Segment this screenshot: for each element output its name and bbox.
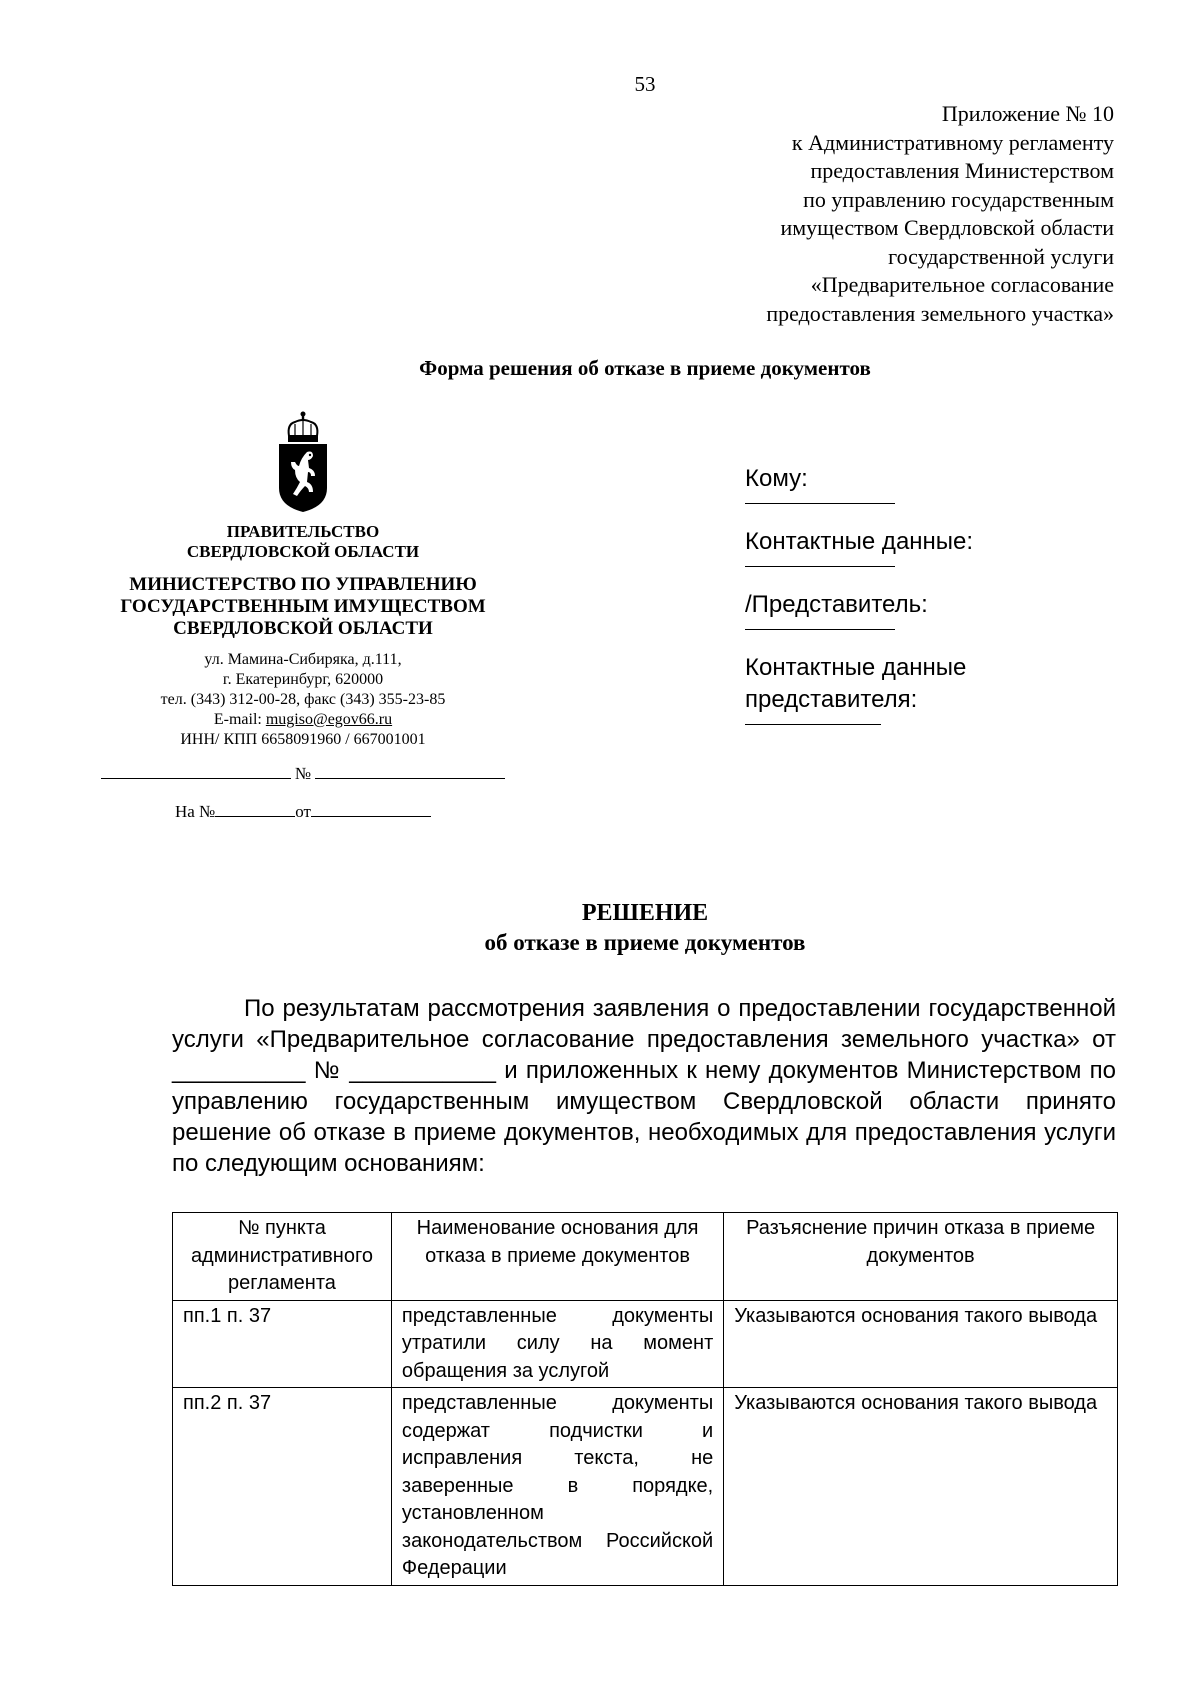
representative-contacts-label-2: представителя: xyxy=(745,686,918,713)
table-header-row xyxy=(173,1213,1118,1301)
decision-subtitle: об отказе в приеме документов xyxy=(484,930,806,955)
coat-of-arms-icon xyxy=(275,410,331,514)
recipient-to-blank xyxy=(745,495,895,504)
government-name: ПРАВИТЕЛЬСТВО СВЕРДЛОВСКОЙ ОБЛАСТИ xyxy=(186,522,420,561)
address-line: г. Екатеринбург, 620000 xyxy=(222,671,384,688)
address-line: ул. Мамина-Сибиряка, д.111, xyxy=(204,651,402,668)
page-number: 53 xyxy=(634,72,656,96)
representative-contacts-label: Контактные данные xyxy=(745,654,967,681)
recipient-contacts-label: Контактные данные: xyxy=(745,528,974,555)
ministry-contacts xyxy=(88,650,518,750)
ministry-name: МИНИСТЕРСТВО ПО УПРАВЛЕНИЮ ГОСУДАРСТВЕННЫМ ИМУЩЕСТВОМ СВЕРДЛОВСКОЙ ОБЛАСТИ xyxy=(120,574,486,639)
reg-number-blank xyxy=(315,764,505,779)
cell-clause: пп.2 п. 37 xyxy=(173,1388,392,1586)
email-line: E-mail: mugiso@egov66.ru xyxy=(213,711,393,728)
table-row xyxy=(173,1388,1118,1586)
representative-blank xyxy=(745,621,895,630)
appendix-line: «Предварительное согласование xyxy=(810,272,1114,297)
letterhead xyxy=(88,410,518,822)
cell-ground: представленные документы утратили силу на момент обращения за услугой xyxy=(391,1300,723,1388)
appendix-line: предоставления Министерством xyxy=(810,158,1114,183)
application-date-blank: __________ xyxy=(172,1057,306,1084)
appendix-block xyxy=(654,100,1114,328)
column-header-clause: № пункта административного регламента xyxy=(173,1213,392,1301)
reg-date-blank xyxy=(101,764,291,779)
appendix-line: по управлению государственным xyxy=(803,186,1114,212)
application-number-blank: ___________ xyxy=(349,1057,497,1084)
column-header-ground: Наименование основания для отказа в приеме документов xyxy=(391,1213,723,1301)
refusal-grounds-table xyxy=(172,1212,1118,1586)
cell-ground: представленные документы содержат подчистки и исправления текста, не заверенные в порядке, установленном законодательством Российской Федерации xyxy=(391,1388,723,1586)
registration-number-line: № xyxy=(88,764,518,784)
column-header-explanation: Разъяснение причин отказа в приеме документов xyxy=(724,1213,1118,1301)
cell-explanation: Указываются основания такого вывода xyxy=(724,1388,1118,1586)
phone-line: тел. (343) 312-00-28, факс (343) 355-23-85 xyxy=(160,691,446,708)
reference-line: На № от xyxy=(88,802,518,822)
decision-title: РЕШЕНИЕ xyxy=(581,900,709,926)
inn-line: ИНН/ КПП 6658091960 / 667001001 xyxy=(180,731,426,748)
form-title: Форма решения об отказе в приеме документов xyxy=(419,356,871,380)
appendix-line: Приложение № 10 xyxy=(941,101,1114,126)
representative-label: /Представитель: xyxy=(745,591,928,618)
recipient-contacts-blank xyxy=(745,558,895,567)
decision-heading xyxy=(0,898,1200,958)
table-row xyxy=(173,1300,1118,1388)
cell-clause: пп.1 п. 37 xyxy=(173,1300,392,1388)
cell-explanation: Указываются основания такого вывода xyxy=(724,1300,1118,1388)
recipient-to-label: Кому: xyxy=(745,465,808,492)
email-link[interactable]: mugiso@egov66.ru xyxy=(265,711,393,728)
decision-body: По результатам рассмотрения заявления о предоставлении государственной услуги «Предварительное согласование предоставления земельного участка» от __________ № ___________ и приложенных к нему документов Министерством по управлению государственным имуществом Свердловской области принято решение об отказе в приеме документов, необходимых для предоставления услуги по следующим основаниям: xyxy=(172,995,1116,1177)
appendix-line: государственной услуги xyxy=(888,243,1114,269)
ref-date-blank xyxy=(311,802,431,817)
appendix-line: к Административному регламенту xyxy=(791,129,1114,155)
ref-number-blank xyxy=(215,802,295,817)
appendix-line: предоставления земельного участка» xyxy=(766,300,1114,326)
appendix-line: имуществом Свердловской области xyxy=(780,215,1114,240)
recipient-block xyxy=(745,463,973,747)
representative-contacts-blank xyxy=(745,716,881,725)
